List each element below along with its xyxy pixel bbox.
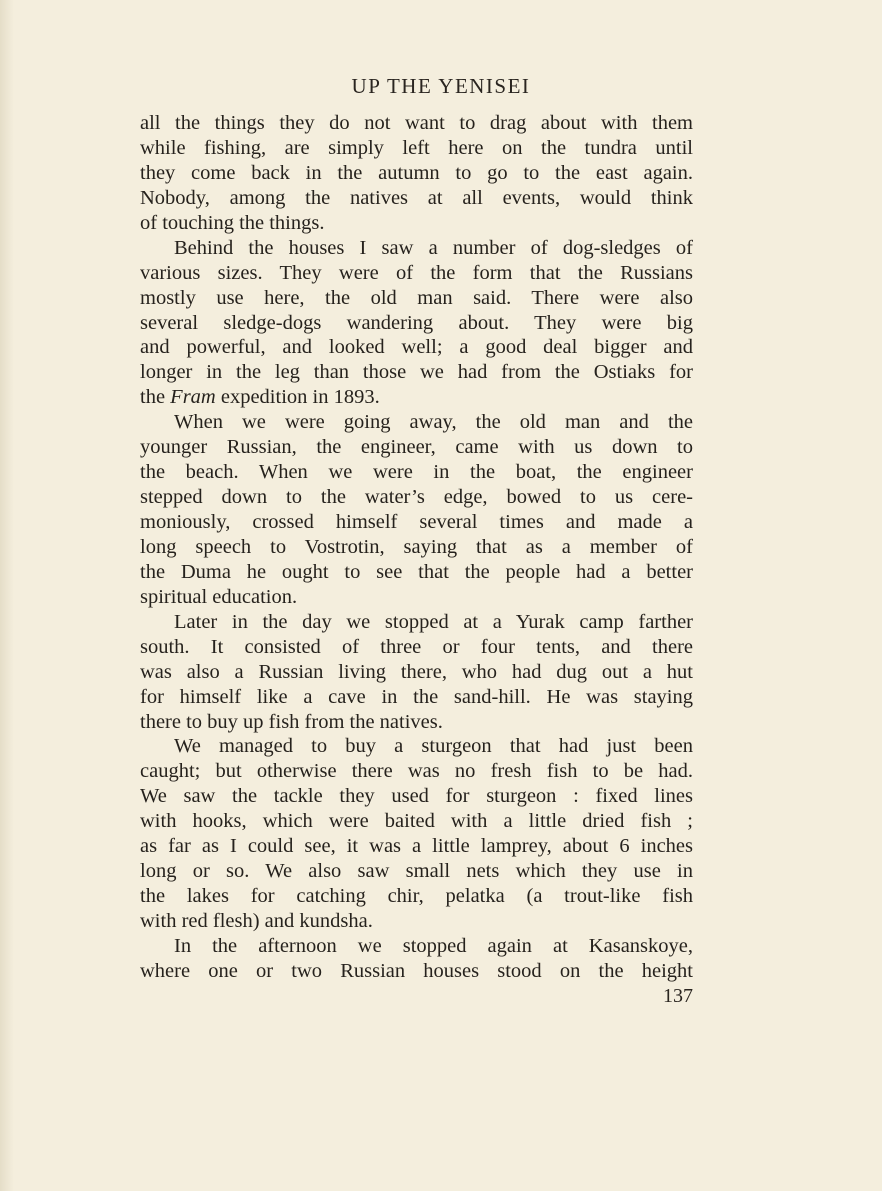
text-line: We saw the tackle they used for sturgeon : fixed lines: [140, 785, 693, 808]
text-line: long or so. We also saw small nets which they use in: [140, 860, 693, 883]
text-line: of touching the things.: [140, 211, 325, 234]
text-line: long speech to Vostrotin, saying that as a member of: [140, 535, 693, 558]
text-line: various sizes. They were of the form that the Russians: [140, 261, 693, 284]
text-line: and powerful, and looked well; a good deal bigger and: [140, 336, 693, 359]
text-line: caught; but otherwise there was no fresh fish to be had.: [140, 760, 693, 783]
text-line: mostly use here, the old man said. There were also: [140, 286, 693, 309]
text-line: with hooks, which were baited with a little dried fish ;: [140, 810, 693, 833]
text-line: several sledge-dogs wandering about. They were big: [140, 311, 693, 334]
running-head: UP THE YENISEI: [351, 74, 531, 98]
text-line: the beach. When we were in the boat, the engineer: [140, 461, 693, 484]
text-line: spiritual education.: [140, 585, 298, 608]
text-line: Nobody, among the natives at all events, would think: [140, 186, 693, 209]
text-line: there to buy up fish from the natives.: [140, 710, 443, 733]
text-line: We managed to buy a sturgeon that had just been: [174, 735, 693, 758]
ship-name: Fram: [170, 386, 216, 409]
text-line: younger Russian, the engineer, came with us down to: [140, 436, 693, 459]
text-line: [140, 385, 693, 410]
text-line: for himself like a cave in the sand-hill. He was staying: [140, 685, 693, 708]
text-line: the Duma he ought to see that the people had a better: [140, 560, 693, 583]
body-text: [140, 111, 693, 984]
text-line: When we were going away, the old man and the: [174, 411, 693, 434]
text-line: the lakes for catching chir, pelatka (a trout-like fish: [140, 885, 693, 908]
text-line: as far as I could see, it was a little lamprey, about 6 inches: [140, 835, 693, 858]
text-line: all the things they do not want to drag about with them: [140, 112, 693, 134]
text-line: while fishing, are simply left here on the tundra until: [140, 136, 693, 159]
text-line: In the afternoon we stopped again at Kasanskoye,: [174, 934, 693, 957]
text-line: moniously, crossed himself several times and made a: [140, 511, 693, 533]
text-line: south. It consisted of three or four tents, and there: [140, 635, 693, 658]
page-number: 137: [663, 985, 693, 1007]
text-fragment: the: [140, 386, 166, 409]
text-line: was also a Russian living there, who had dug out a hut: [140, 660, 693, 683]
text-line: longer in the leg than those we had from the Ostiaks for: [140, 361, 693, 384]
text-line: where one or two Russian houses stood on the height: [140, 959, 693, 982]
text-fragment: expedition in 1893.: [220, 386, 380, 409]
text-line: stepped down to the water’s edge, bowed to us cere-: [140, 486, 693, 509]
text-line: they come back in the autumn to go to the east again.: [140, 161, 693, 184]
text-line: with red flesh) and kundsha.: [140, 910, 373, 932]
text-line: Behind the houses I saw a number of dog-sledges of: [174, 236, 693, 259]
text-line: Later in the day we stopped at a Yurak camp farther: [174, 610, 693, 633]
